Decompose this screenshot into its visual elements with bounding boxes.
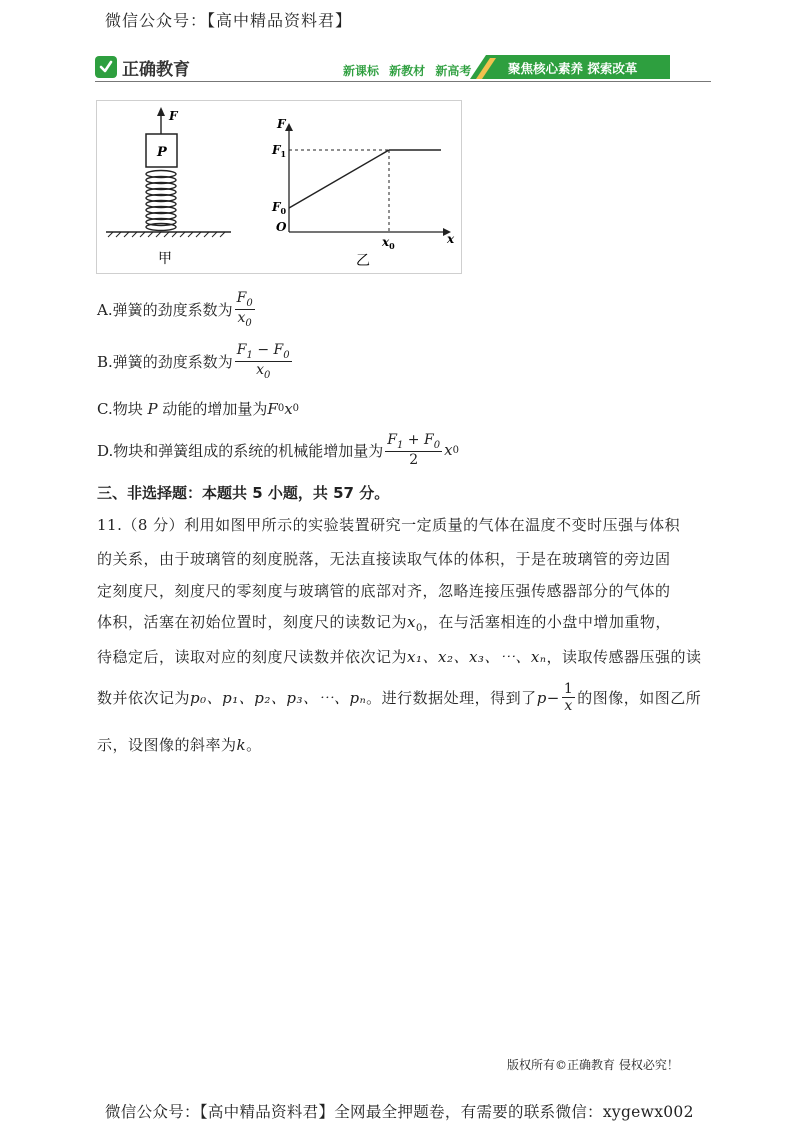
block-label: P	[157, 145, 167, 160]
question-figure	[96, 100, 462, 274]
x0-label: $x_0$	[382, 235, 395, 251]
checkmark-icon	[95, 56, 117, 78]
q11-line-5: 待稳定后，读取对应的刻度尺读数并依次记为x₁、x₂、x₃、⋯、xₙ，读取传感器压强的读	[97, 648, 702, 666]
f1-label: $F_1$	[272, 143, 287, 159]
option-a: A.弹簧的劲度系数为 $\frac{F_0}{x_0}$	[97, 290, 253, 330]
q11-line-2: 的关系，由于玻璃管的刻度脱落，无法直接读取气体的体积，于是在玻璃管的旁边固	[97, 550, 671, 568]
graph-rising-line	[289, 150, 389, 208]
spring	[146, 171, 176, 231]
spring-apparatus	[106, 107, 231, 267]
q11-line-4: 体积，活塞在初始位置时，刻度尺的读数记为$x_0$，在与活塞相连的小盘中增加重物，	[97, 613, 671, 634]
q11-line-3: 定刻度尺，刻度尺的零刻度与玻璃管的底部对齐，忽略连接压强传感器部分的气体的	[97, 582, 671, 600]
banner-text: 聚焦核心素养 探索改革	[508, 61, 638, 76]
option-b: B.弹簧的劲度系数为 $\frac{F_1 - F_0}{x_0}$	[97, 342, 290, 382]
wechat-header-text: 微信公众号：【高中精品资料君】	[105, 11, 353, 30]
caption-jia: 甲	[158, 251, 172, 267]
origin-label: O	[276, 220, 287, 234]
header-divider	[95, 81, 711, 82]
q11-line-6: 数并依次记为 p₀、p₁、p₂、p₃、⋯、pₙ 。进行数据处理，得到了 p − $\frac{1}{x}$ 的图像，如图乙所	[97, 681, 702, 715]
option-d: D.物块和弹簧组成的系统的机械能增加量为 $\frac{F_1 + F_0}{2}$ x 0	[97, 432, 459, 469]
y-axis-label: F	[277, 117, 286, 131]
copyright-notice: 版权所有©正确教育 侵权必究！	[507, 1058, 679, 1072]
y-axis-arrow	[285, 123, 293, 131]
option-c: C.物块 P 动能的增加量为 F 0 x 0	[97, 399, 300, 418]
fraction-one-over-x: $\frac{1}{x}$	[563, 681, 574, 715]
fraction-b: $\frac{F_1 - F_0}{x_0}$	[236, 342, 290, 382]
fraction-a: $\frac{F_0}{x_0}$	[236, 290, 253, 330]
section-title: 三、非选择题：本题共 5 小题，共 57 分。	[97, 484, 390, 502]
force-displacement-graph	[271, 117, 455, 269]
brand-logo	[95, 55, 190, 79]
caption-yi: 乙	[356, 253, 370, 269]
force-arrow-head	[157, 107, 165, 116]
x-axis-label: x	[447, 232, 455, 246]
f0-label: $F_0$	[272, 200, 287, 216]
q11-line-1: 11.（8 分）利用如图甲所示的实验装置研究一定质量的气体在温度不变时压强与体积	[97, 516, 681, 534]
wechat-footer-text: 微信公众号：【高中精品资料君】全网最全押题卷，有需要的联系微信：xygewx002	[105, 1103, 694, 1121]
force-label: F	[169, 109, 178, 123]
q11-line-7: 示，设图像的斜率为k。	[97, 736, 262, 754]
curriculum-tags: 新课标 新教材 新高考	[343, 64, 472, 78]
brand-name: 正确教育	[122, 59, 190, 80]
fraction-d: $\frac{F_1 + F_0}{2}$	[387, 432, 441, 469]
